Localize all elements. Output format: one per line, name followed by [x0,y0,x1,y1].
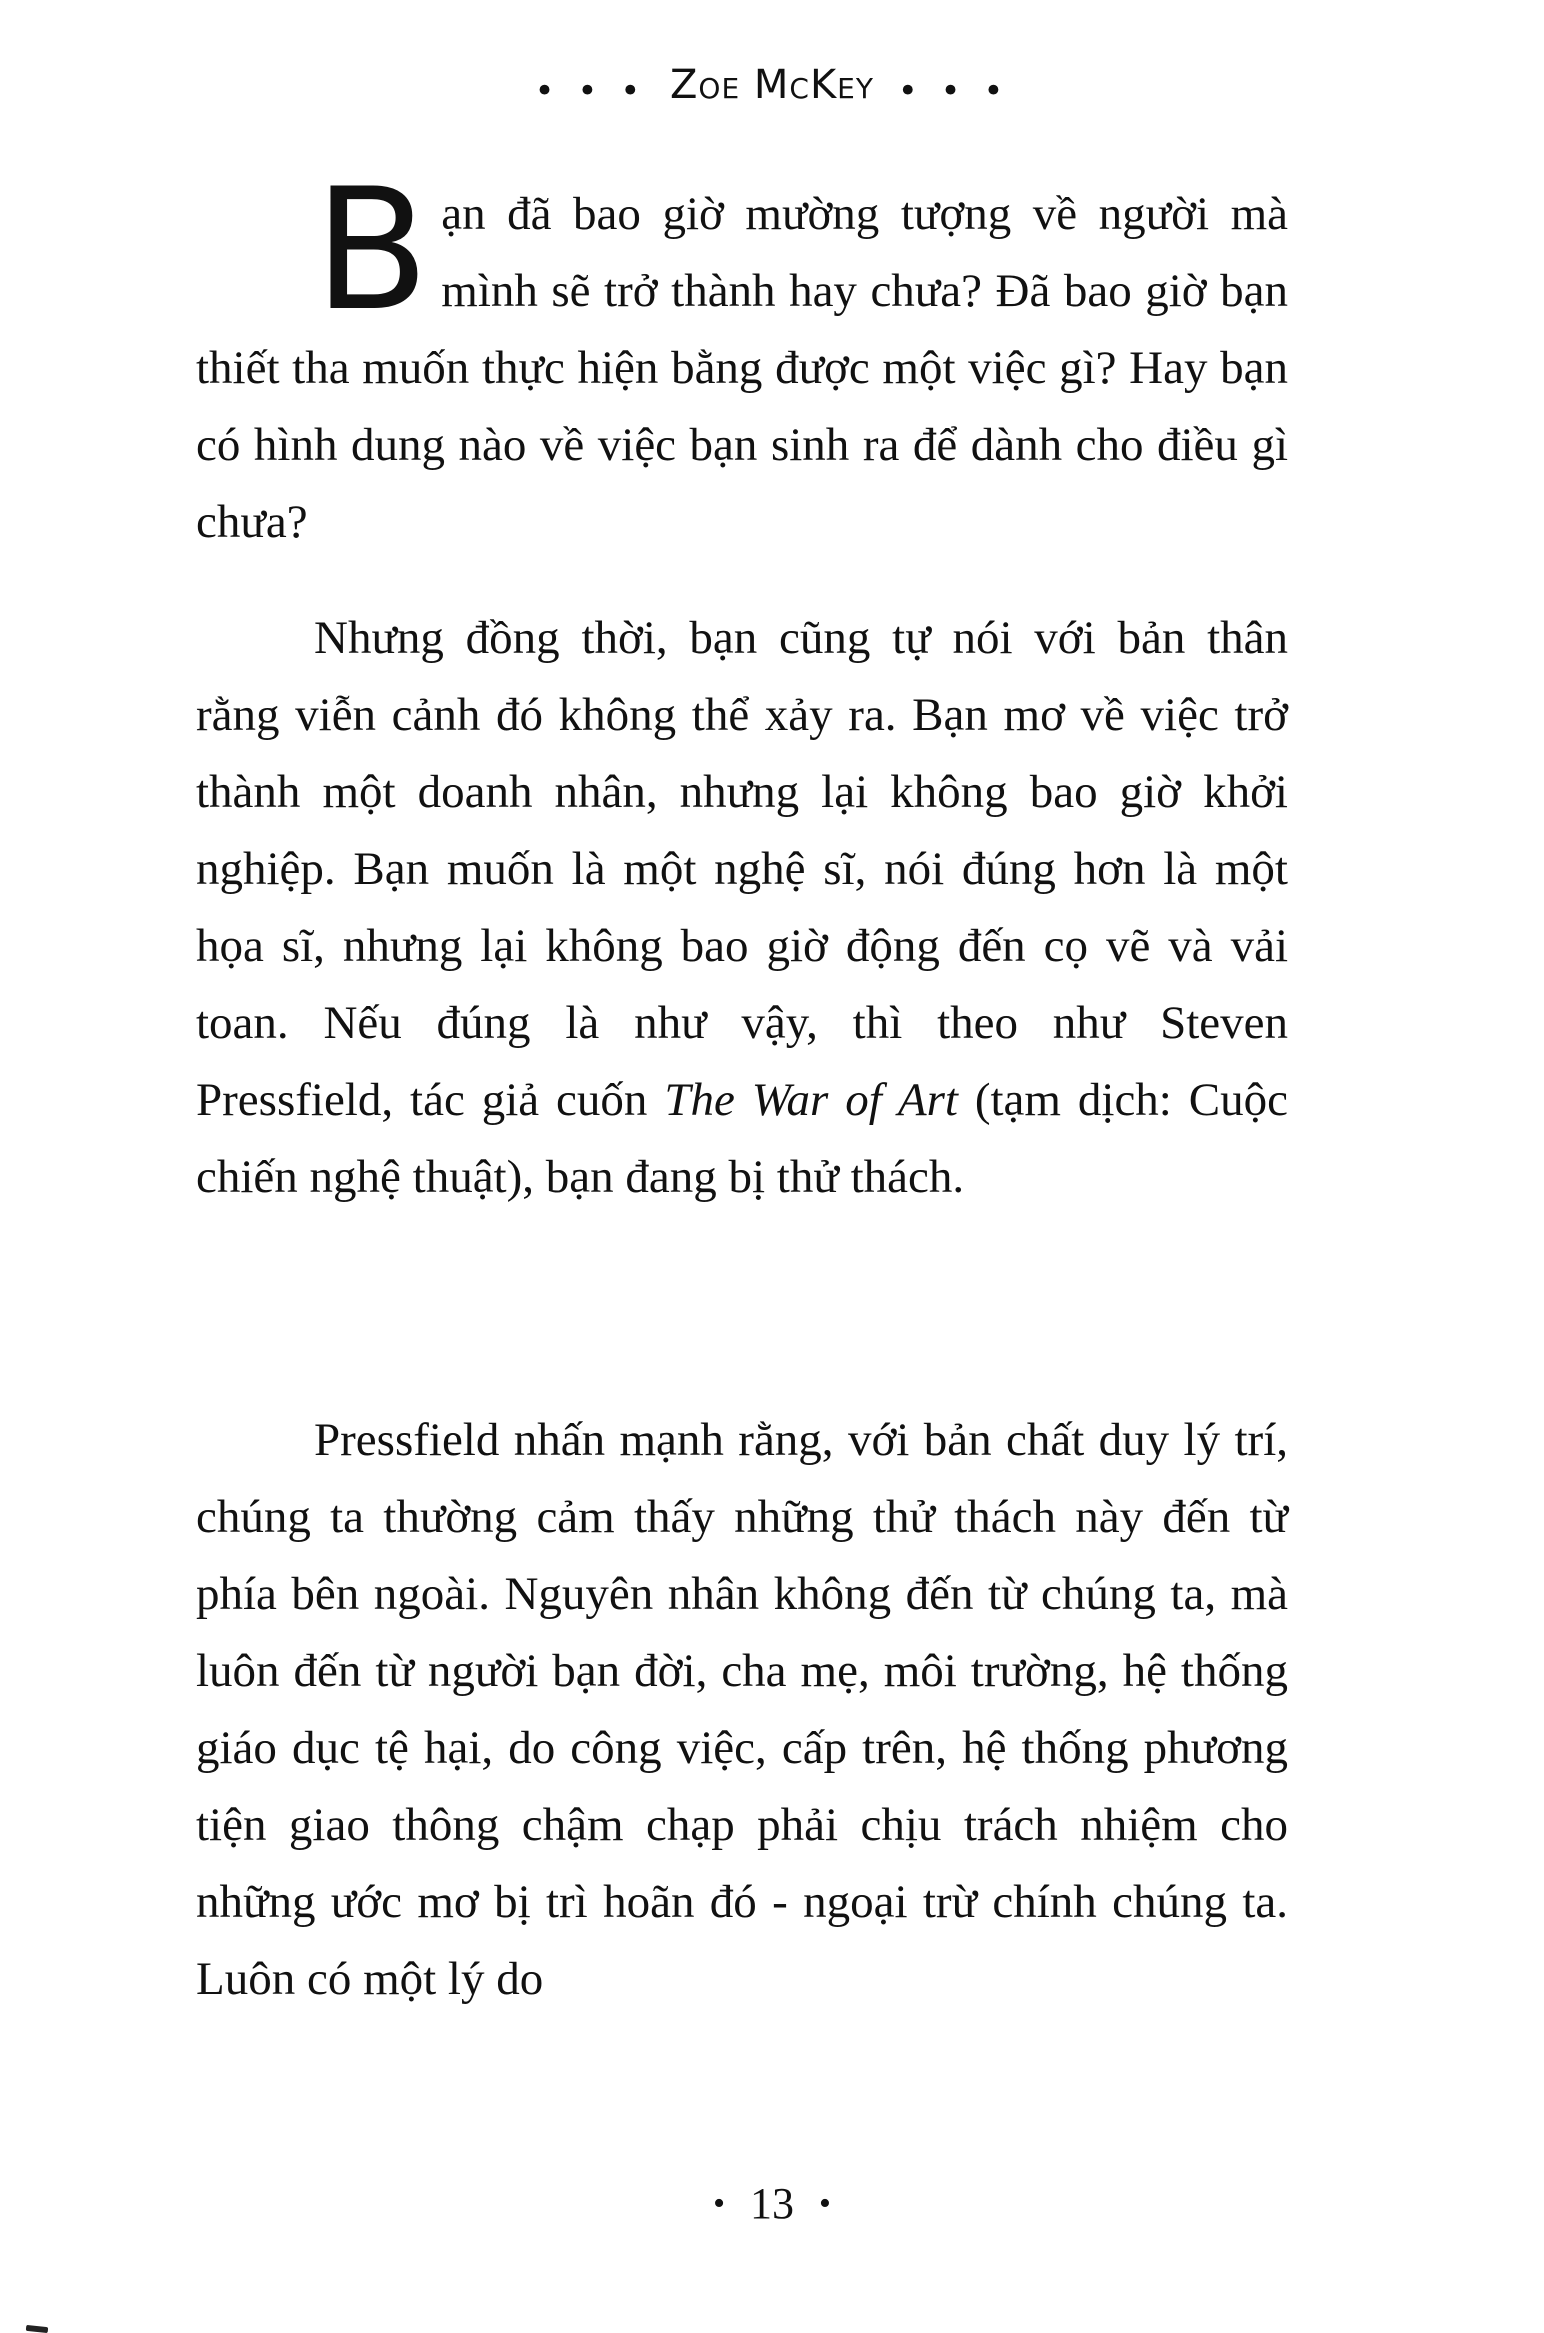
paragraph-1-text [196,152,1288,561]
book-title: The War of Art [664,1074,958,1126]
running-header [0,62,1544,111]
page-number: 13 [750,2179,794,2228]
footer-bullet-right: • [819,2185,831,2222]
paragraph-1-body: ạn đã bao giờ mường tượng về người mà mình sẽ trở thành hay chưa? Đã bao giờ bạn thiết tha muốn thực hiện bằng được một việc gì? Hay bạn có hình dung nào về việc bạn sinh ra để dành cho điều gì chưa? [196,188,1288,548]
paragraph-3 [196,1402,1288,2018]
page-footer [0,2178,1544,2229]
header-author-name: Zoe McKey [670,62,874,108]
drop-cap: B [314,152,430,348]
paragraph-2-body-start: Nhưng đồng thời, bạn cũng tự nói với bản thân rằng viễn cảnh đó không thể xảy ra. Bạn mơ về việc trở thành một doanh nhân, nhưng lại không bao giờ khởi nghiệp. Bạn muốn là một nghệ sĩ, nói đúng hơn là một họa sĩ, nhưng lại không bao giờ động đến cọ vẽ và vải toan. Nếu đúng là như vậy, thì theo như Steven Pressfield, tác giả cuốn [196,612,1288,1126]
paragraph-3-text: Pressfield nhấn mạnh rằng, với bản chất duy lý trí, chúng ta thường cảm thấy những thử thách này đến từ phía bên ngoài. Nguyên nhân không đến từ chúng ta, mà luôn đến từ người bạn đời, cha mẹ, môi trường, hệ thống giáo dục tệ hại, do công việc, cấp trên, hệ thống phương tiện giao thông chậm chạp phải chịu trách nhiệm cho những ước mơ bị trì hoãn đó - ngoại trừ chính chúng ta. Luôn có một lý do [196,1414,1288,2005]
paragraph-2-body-end: (tạm dịch: Cuộc chiến nghệ thuật), bạn đang bị thử thách. [196,1074,1288,1203]
header-ornament-right: • • • [897,71,1010,111]
header-ornament-left: • • • [534,71,647,111]
paragraph-1 [196,152,1288,561]
footer-bullet-left: • [713,2185,725,2222]
paragraph-2-text [196,600,1288,1216]
paragraph-2 [196,600,1288,1216]
